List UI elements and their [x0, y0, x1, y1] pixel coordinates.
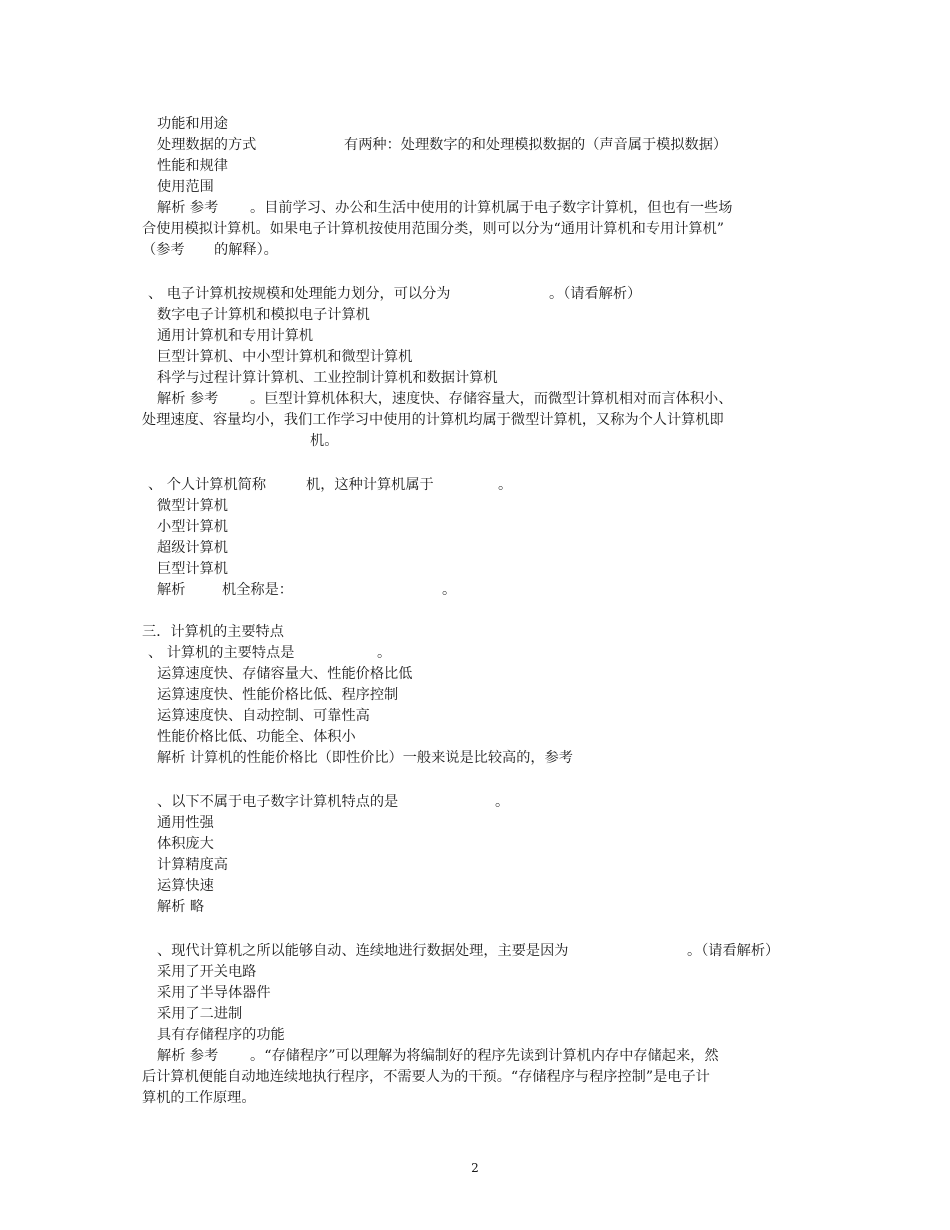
analysis-line: 合使用模拟计算机。如果电子计算机按使用范围分类，则可以分为“通用计算机和专用计算机” [142, 221, 725, 237]
option-d: 运算快速 [157, 878, 214, 894]
option-b: 体积庞大 [157, 836, 214, 852]
section-heading: 三．计算机的主要特点 [142, 624, 284, 640]
analysis-line [157, 1046, 719, 1066]
option-c: 超级计算机 [157, 540, 228, 556]
option-c: 运算速度快、自动控制、可靠性高 [157, 708, 370, 724]
analysis-line [142, 240, 278, 260]
option-b: 小型计算机 [157, 519, 228, 535]
analysis-line [157, 389, 733, 409]
option-b: 通用计算机和专用计算机 [157, 328, 314, 344]
analysis-text: 。目前学习、办公和生活中使用的计算机属于电子数字计算机，但也有一些场 [250, 200, 733, 216]
question-tail: 。（请看解析） [549, 286, 642, 302]
analysis-line [157, 580, 457, 600]
question-tail: 。 [377, 645, 392, 661]
question-text: 、 计算机的主要特点是 [148, 645, 295, 661]
option-a: 微型计算机 [157, 498, 228, 514]
option-d: 使用范围 [157, 179, 214, 195]
question-stem [148, 475, 513, 495]
option-c: 采用了二进制 [157, 1006, 243, 1022]
option-note: 有两种：处理数字的和处理模拟数据的（声音属于模拟数据） [344, 137, 728, 153]
option-a: 运算速度快、存储容量大、性能价格比低 [157, 666, 413, 682]
question-stem [148, 284, 642, 304]
option-a: 采用了开关电路 [157, 964, 257, 980]
question-text: 、 电子计算机按规模和处理能力划分，可以分为 [148, 286, 451, 302]
analysis-label: 解析 参考 [157, 200, 219, 216]
analysis-line [157, 198, 733, 218]
option-a: 功能和用途 [157, 116, 228, 132]
analysis-label: 解析 [157, 582, 186, 598]
analysis-label: 解析 参考 [157, 391, 219, 407]
question-stem [157, 941, 780, 961]
option-d: 性能价格比低、功能全、体积小 [157, 729, 356, 745]
option-c: 巨型计算机、中小型计算机和微型计算机 [157, 349, 413, 365]
question-stem [148, 643, 392, 663]
option-c: 性能和规律 [157, 158, 228, 174]
analysis-line: 解析 略 [157, 899, 205, 915]
analysis-text: 机全称是： [222, 582, 293, 598]
question-text: 机，这种计算机属于 [306, 477, 434, 493]
analysis-line: 机。 [310, 433, 339, 449]
analysis-text: 。 [442, 582, 457, 598]
analysis-line: 算机的工作原理。 [142, 1090, 256, 1106]
question-stem [157, 792, 510, 812]
analysis-line: 处理速度、容量均小，我们工作学习中使用的计算机均属于微型计算机，又称为个人计算机即 [142, 412, 724, 428]
option-d: 科学与过程计算计算机、工业控制计算机和数据计算机 [157, 370, 498, 386]
option-b: 运算速度快、性能价格比低、程序控制 [157, 687, 399, 703]
analysis-text: （参考 [142, 242, 185, 258]
analysis-text: 。“存储程序”可以理解为将编制好的程序先读到计算机内存中存储起来，然 [250, 1048, 719, 1064]
option-a: 通用性强 [157, 815, 214, 831]
question-tail: 。（请看解析） [687, 943, 780, 959]
option-c: 计算精度高 [157, 857, 228, 873]
analysis-text: 的解释）。 [214, 242, 278, 258]
option-d: 具有存储程序的功能 [157, 1027, 285, 1043]
option-d: 巨型计算机 [157, 561, 228, 577]
question-text: 、 个人计算机简称 [148, 477, 267, 493]
analysis-line: 后计算机便能自动地连续地执行程序，不需要人为的干预。“存储程序与程序控制”是电子计 [142, 1069, 710, 1085]
option-b [157, 135, 728, 155]
analysis-label: 解析 参考 [157, 1048, 219, 1064]
question-tail: 。 [498, 477, 513, 493]
option-a: 数字电子计算机和模拟电子计算机 [157, 307, 370, 323]
question-text: 、以下不属于电子数字计算机特点的是 [157, 794, 399, 810]
option-text: 处理数据的方式 [157, 137, 257, 153]
question-text: 、现代计算机之所以能够自动、连续地进行数据处理，主要是因为 [157, 943, 569, 959]
analysis-text: 。巨型计算机体积大，速度快、存储容量大，而微型计算机相对而言体积小、 [250, 391, 733, 407]
question-tail: 。 [495, 794, 510, 810]
option-b: 采用了半导体器件 [157, 985, 271, 1001]
analysis-line: 解析 计算机的性能价格比（即性价比）一般来说是比较高的，参考 [157, 750, 573, 766]
page-number: 2 [471, 1161, 479, 1175]
